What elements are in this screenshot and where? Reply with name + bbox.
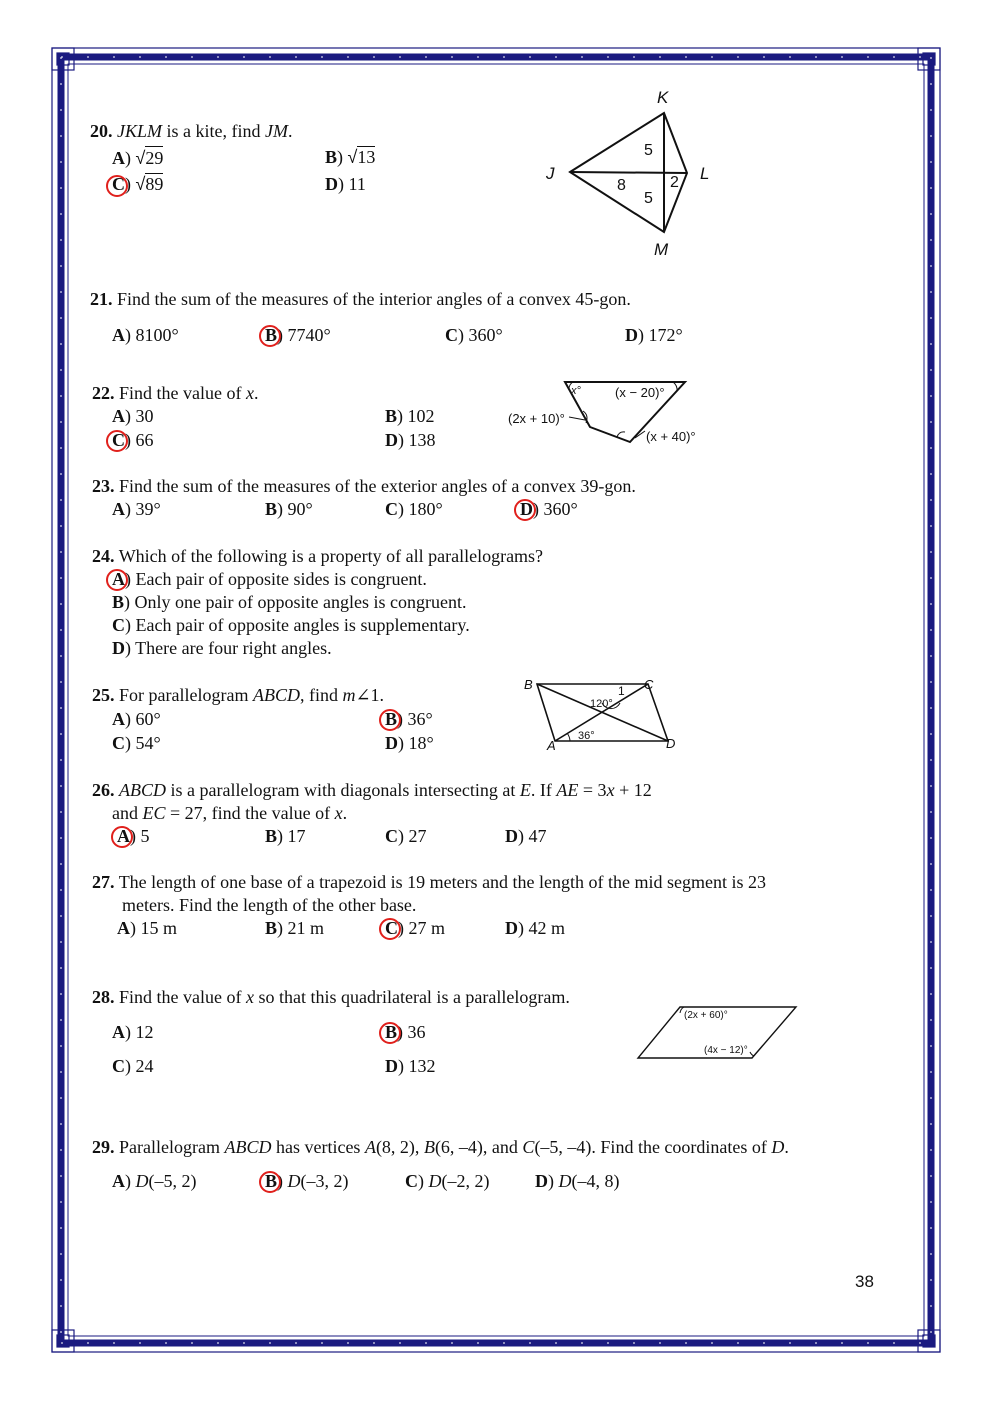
kite-figure	[540, 85, 720, 260]
option-text: 54°	[135, 733, 161, 753]
option-letter: C	[112, 174, 125, 194]
angle-label-2x-plus-10: (2x + 10)°	[508, 411, 565, 426]
option-25-d[interactable]: D) 18°	[385, 733, 434, 753]
angle-label-1: 1	[618, 684, 625, 698]
question-23	[92, 475, 636, 498]
text-part: (–5, –4). Find the coordinates of	[534, 1137, 772, 1157]
text-part: has vertices	[271, 1137, 365, 1157]
option-letter: A	[112, 1171, 125, 1191]
option-text: 27	[408, 826, 427, 846]
vertex-label-c: C	[644, 677, 654, 692]
text-part: (6, –4), and	[434, 1137, 523, 1157]
option-text: 15 m	[140, 918, 178, 938]
answer-circle	[514, 499, 536, 521]
option-26-d[interactable]: D) 47	[505, 826, 547, 846]
text-part: ABCD	[119, 780, 166, 800]
option-21-b[interactable]: B) 7740°	[265, 324, 331, 347]
option-letter: B	[265, 918, 278, 938]
option-letter: C	[112, 1056, 125, 1076]
option-text: 132	[408, 1056, 436, 1076]
option-letter: A	[112, 148, 125, 168]
option-letter: C	[445, 325, 458, 345]
option-letter: B	[265, 499, 278, 519]
option-point: D	[428, 1171, 442, 1191]
text-part: JM	[264, 121, 288, 141]
vertex-label-a: A	[547, 738, 556, 752]
option-letter: A	[117, 918, 130, 938]
angle-label-4x-minus-12: (4x − 12)°	[704, 1045, 748, 1056]
option-26-c[interactable]: C) 27	[385, 826, 427, 846]
option-29-b[interactable]: B) D(–3, 2)	[265, 1170, 349, 1193]
option-letter: B	[265, 325, 278, 345]
option-letter: A	[117, 826, 130, 846]
option-letter: C	[385, 918, 398, 938]
kite-label-5-bottom: 5	[644, 190, 653, 207]
option-text: (–3, 2)	[300, 1171, 349, 1191]
option-text: 24	[135, 1056, 154, 1076]
text-part: B	[423, 1137, 435, 1157]
question-24	[92, 545, 543, 568]
question-text: Find the sum of the measures of the exterior angles of a convex 39-gon.	[119, 476, 636, 496]
option-letter: C	[112, 430, 125, 450]
question-26-line2	[112, 802, 347, 825]
question-27	[92, 871, 766, 894]
option-text: 11	[348, 174, 366, 194]
option-text: 36°	[407, 709, 433, 729]
answer-circle	[259, 1171, 281, 1193]
option-24-d[interactable]: D) There are four right angles.	[112, 638, 332, 658]
option-letter: B	[385, 1022, 398, 1042]
option-27-b[interactable]: B) 21 m	[265, 918, 325, 938]
answer-circle	[259, 325, 281, 347]
angle-label-120: 120°	[590, 698, 613, 710]
text-part: so that this quadrilateral is a parallelogram.	[253, 987, 570, 1007]
option-letter: A	[112, 406, 125, 426]
kite-label-5-top: 5	[644, 142, 653, 159]
text-part: Find the value of	[119, 383, 246, 403]
question-number: 27.	[92, 872, 115, 892]
answer-circle	[379, 1022, 401, 1044]
option-text: 36	[407, 1022, 426, 1042]
text-part: = 27, find the value of	[165, 803, 335, 823]
option-text: 7740°	[287, 325, 331, 345]
option-letter: A	[112, 499, 125, 519]
option-29-c[interactable]: C) D(–2, 2)	[405, 1171, 490, 1191]
option-text: 138	[408, 430, 436, 450]
kite-label-k: K	[657, 88, 669, 107]
question-21	[90, 288, 631, 311]
text-part: .	[253, 383, 259, 403]
option-letter: B	[112, 592, 125, 612]
angle-label-x-minus-20: (x − 20)°	[615, 385, 665, 400]
text-part: A	[364, 1137, 376, 1157]
option-23-a[interactable]: A) 39°	[112, 499, 161, 519]
text-part: (8, 2),	[375, 1137, 424, 1157]
option-letter: A	[112, 325, 125, 345]
option-22-a[interactable]: A) 30	[112, 406, 154, 426]
text-part: is a parallelogram with diagonals intersecting at	[166, 780, 520, 800]
question-26	[92, 779, 652, 802]
option-letter: C	[385, 499, 398, 519]
option-letter: B	[265, 826, 278, 846]
option-letter: D	[385, 430, 398, 450]
angle-label-36: 36°	[578, 730, 595, 742]
option-23-d[interactable]: D) 360°	[520, 498, 578, 521]
page-number: 38	[855, 1272, 874, 1291]
option-text: 30	[135, 406, 154, 426]
option-20-d[interactable]: D) 11	[325, 174, 366, 194]
option-letter: B	[325, 147, 338, 167]
question-number: 24.	[92, 546, 115, 566]
question-number: 20.	[90, 121, 113, 141]
text-part: m	[342, 685, 356, 705]
option-20-b[interactable]: B) √13	[325, 147, 376, 167]
option-text: 39°	[135, 499, 161, 519]
text-part: .	[342, 803, 348, 823]
option-point: D	[287, 1171, 301, 1191]
text-part: and	[112, 803, 143, 823]
vertex-label-b: B	[524, 677, 533, 692]
option-28-b[interactable]: B) 36	[385, 1021, 426, 1044]
text-part: .	[784, 1137, 789, 1157]
question-27-line2: meters. Find the length of the other base.	[122, 895, 417, 915]
option-21-d[interactable]: D) 172°	[625, 325, 683, 345]
question-number: 26.	[92, 780, 115, 800]
question-number: 21.	[90, 289, 113, 309]
option-28-d[interactable]: D) 132	[385, 1056, 436, 1076]
option-text: 89	[145, 174, 164, 194]
option-letter: C	[112, 733, 125, 753]
option-text: 29	[145, 148, 164, 168]
question-20	[90, 120, 292, 143]
option-letter: B	[385, 406, 398, 426]
option-text: 13	[357, 147, 376, 167]
option-text: Each pair of opposite angles is supplementary.	[135, 615, 470, 635]
kite-label-m: M	[654, 240, 669, 259]
option-point: D	[558, 1171, 572, 1191]
question-number: 23.	[92, 476, 115, 496]
question-25	[92, 684, 384, 707]
option-letter: D	[625, 325, 638, 345]
question-text: Which of the following is a property of all parallelograms?	[118, 546, 544, 566]
option-text: 5	[140, 826, 150, 846]
option-text: 18°	[408, 733, 434, 753]
text-part: EC	[142, 803, 166, 823]
option-text: Each pair of opposite sides is congruent.	[135, 569, 427, 589]
kite-label-j: J	[546, 164, 555, 183]
option-letter: A	[112, 569, 125, 589]
option-24-b[interactable]: B) Only one pair of opposite angles is congruent.	[112, 592, 467, 612]
question-22	[92, 382, 258, 405]
option-text: 27 m	[408, 918, 446, 938]
question-number: 25.	[92, 685, 115, 705]
option-21-a[interactable]: A) 8100°	[112, 325, 179, 345]
text-part: is a kite, find	[162, 121, 265, 141]
option-point: D	[135, 1171, 149, 1191]
option-text: (–2, 2)	[441, 1171, 490, 1191]
option-20-a[interactable]: A) √29	[112, 148, 164, 168]
option-letter: B	[385, 709, 398, 729]
question-text: The length of one base of a trapezoid is 19 meters and the length of the mid segment is 23	[118, 872, 767, 892]
answer-circle	[106, 569, 128, 591]
text-part: . If	[530, 780, 557, 800]
vertex-label-d: D	[666, 736, 676, 751]
option-letter: C	[385, 826, 398, 846]
option-letter: A	[112, 1022, 125, 1042]
parallelogram-x-figure	[632, 1000, 802, 1065]
option-text: 60°	[135, 709, 161, 729]
option-text: 8100°	[135, 325, 179, 345]
option-text: 360°	[543, 499, 578, 519]
option-24-c[interactable]: C) Each pair of opposite angles is supplementary.	[112, 615, 470, 635]
text-part: x	[334, 803, 343, 823]
option-text: (–4, 8)	[571, 1171, 620, 1191]
option-letter: D	[505, 826, 518, 846]
text-part: D	[771, 1137, 785, 1157]
option-24-a[interactable]: A) Each pair of opposite sides is congruent.	[112, 568, 427, 591]
option-23-c[interactable]: C) 180°	[385, 499, 443, 519]
question-28	[92, 986, 570, 1009]
angle-label-2x-plus-60: (2x + 60)°	[684, 1010, 728, 1021]
option-letter: D	[112, 638, 125, 658]
text-part: + 12	[614, 780, 652, 800]
option-text: 102	[407, 406, 435, 426]
option-letter: D	[505, 918, 518, 938]
text-part: x	[606, 780, 615, 800]
option-27-d[interactable]: D) 42 m	[505, 918, 566, 938]
text-part: , find	[299, 685, 343, 705]
text-part: JKLM	[117, 121, 162, 141]
answer-circle	[379, 918, 401, 940]
option-letter: D	[535, 1171, 548, 1191]
option-letter: D	[520, 499, 533, 519]
option-22-d[interactable]: D) 138	[385, 430, 436, 450]
option-letter: C	[112, 615, 125, 635]
answer-circle	[106, 430, 128, 452]
option-text: 90°	[287, 499, 313, 519]
option-27-a[interactable]: A) 15 m	[117, 918, 178, 938]
question-number: 22.	[92, 383, 115, 403]
text-part: For parallelogram	[119, 685, 253, 705]
kite-label-8: 8	[617, 177, 626, 194]
question-29	[92, 1136, 789, 1159]
text-part: AE	[556, 780, 579, 800]
option-26-b[interactable]: B) 17	[265, 826, 306, 846]
option-text: 17	[287, 826, 306, 846]
kite-label-2: 2	[670, 174, 679, 191]
option-text: Only one pair of opposite angles is congruent.	[134, 592, 467, 612]
question-number: 28.	[92, 987, 115, 1007]
angle-label-x-plus-40: (x + 40)°	[646, 429, 696, 444]
option-20-c[interactable]: C) √89	[112, 173, 163, 196]
option-text: 360°	[468, 325, 503, 345]
option-22-b[interactable]: B) 102	[385, 406, 435, 426]
option-25-c[interactable]: C) 54°	[112, 733, 161, 753]
answer-circle	[111, 826, 133, 848]
option-25-b[interactable]: B) 36°	[385, 708, 433, 731]
text-part: = 3	[578, 780, 607, 800]
option-letter: D	[325, 174, 338, 194]
option-28-a[interactable]: A) 12	[112, 1022, 154, 1042]
question-number: 29.	[92, 1137, 115, 1157]
text-part: ABCD	[224, 1137, 272, 1157]
option-25-a[interactable]: A) 60°	[112, 709, 161, 729]
text-part: Parallelogram	[119, 1137, 225, 1157]
text-part: x	[245, 987, 254, 1007]
kite-label-l: L	[700, 164, 710, 183]
option-21-c[interactable]: C) 360°	[445, 325, 503, 345]
option-text: 47	[528, 826, 547, 846]
option-text: (–5, 2)	[148, 1171, 197, 1191]
angle-label-x: x°	[571, 385, 581, 397]
option-27-c[interactable]: C) 27 m	[385, 917, 445, 940]
answer-circle	[106, 175, 128, 197]
option-letter: C	[405, 1171, 418, 1191]
option-letter: A	[112, 709, 125, 729]
text-part: Find the value of	[119, 987, 246, 1007]
text-part: ABCD	[252, 685, 300, 705]
question-text: Find the sum of the measures of the interior angles of a convex 45-gon.	[117, 289, 631, 309]
option-22-c[interactable]: C) 66	[112, 429, 154, 452]
option-text: 180°	[408, 499, 443, 519]
option-23-b[interactable]: B) 90°	[265, 499, 313, 519]
option-28-c[interactable]: C) 24	[112, 1056, 154, 1076]
text-part: .	[287, 121, 293, 141]
parallelogram-abcd-figure	[520, 672, 685, 752]
option-29-d[interactable]: D) D(–4, 8)	[535, 1171, 620, 1191]
option-letter: B	[265, 1171, 278, 1191]
option-text: 66	[135, 430, 154, 450]
option-letter: D	[385, 1056, 398, 1076]
text-part: x	[245, 383, 254, 403]
option-26-a[interactable]: A) 5	[117, 825, 150, 848]
option-text: 172°	[648, 325, 683, 345]
quadrilateral-figure	[505, 375, 715, 450]
text-part: C	[522, 1137, 535, 1157]
text-part: E	[519, 780, 531, 800]
option-text: 21 m	[287, 918, 325, 938]
option-text: 12	[135, 1022, 154, 1042]
option-29-a[interactable]: A) D(–5, 2)	[112, 1171, 197, 1191]
option-text: 42 m	[528, 918, 566, 938]
text-part: ∠1.	[355, 685, 385, 705]
option-letter: D	[385, 733, 398, 753]
answer-circle	[379, 709, 401, 731]
option-text: There are four right angles.	[135, 638, 332, 658]
